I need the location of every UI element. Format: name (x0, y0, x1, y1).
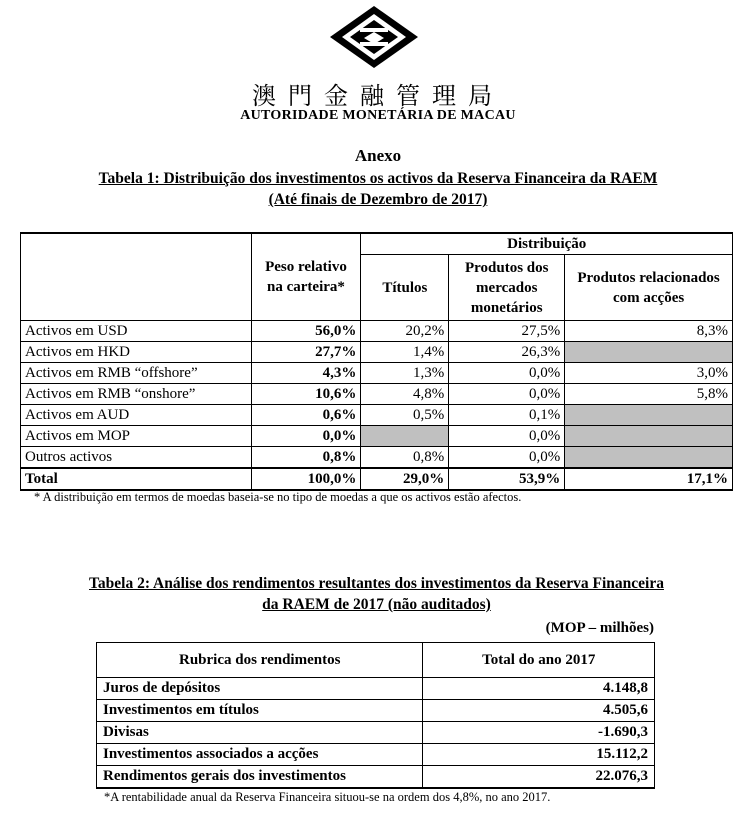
col-header-weight: Peso relativo na carteira* (251, 233, 361, 321)
equities-cell: 5,8% (565, 384, 733, 405)
table-row (21, 426, 733, 447)
table-row (97, 700, 655, 722)
row-label: Investimentos associados a acções (97, 744, 423, 766)
org-name-chinese: 澳門金融管理局 (252, 82, 504, 110)
table2-footnote: *A rentabilidade anual da Reserva Financeira situou-se na ordem dos 4,8%, no ano 2017. (104, 790, 551, 804)
table2-title-line2: da RAEM de 2017 (não auditados) (262, 596, 491, 613)
table-row (97, 722, 655, 744)
table-row (21, 405, 733, 426)
value-cell: -1.690,3 (423, 722, 655, 744)
row-label: Activos em RMB “onshore” (21, 384, 252, 405)
weight-cell: 0,6% (251, 405, 361, 426)
weight-cell: 56,0% (251, 321, 361, 342)
row-label: Activos em MOP (21, 426, 252, 447)
row-label: Activos em HKD (21, 342, 252, 363)
titles-cell: 4,8% (361, 384, 449, 405)
total-equities-cell: 17,1% (565, 468, 733, 490)
total-titles-cell: 29,0% (361, 468, 449, 490)
table-row (21, 363, 733, 384)
value-cell: 22.076,3 (423, 766, 655, 789)
col-header-item: Rubrica dos rendimentos (97, 643, 423, 678)
titles-cell: 0,8% (361, 447, 449, 469)
equities-cell-empty (565, 426, 733, 447)
table1-corner-cell (21, 233, 252, 321)
total-weight-cell: 100,0% (251, 468, 361, 490)
weight-cell: 4,3% (251, 363, 361, 384)
total-label: Total (21, 468, 252, 490)
investment-income-table (96, 642, 655, 789)
investment-distribution-table (20, 232, 733, 491)
money-market-cell: 26,3% (449, 342, 565, 363)
weight-cell: 27,7% (251, 342, 361, 363)
table-row (21, 342, 733, 363)
equities-cell: 8,3% (565, 321, 733, 342)
table1-title-line2: (Até finais de Dezembro de 2017) (268, 191, 488, 208)
equities-cell-empty (565, 447, 733, 469)
table-row (97, 766, 655, 789)
col-header-total: Total do ano 2017 (423, 643, 655, 678)
row-label: Activos em USD (21, 321, 252, 342)
weight-cell: 10,6% (251, 384, 361, 405)
row-label: Outros activos (21, 447, 252, 469)
table1-title (0, 168, 756, 210)
table2-unit: (MOP – milhões) (545, 620, 654, 636)
equities-cell: 3,0% (565, 363, 733, 384)
money-market-cell: 27,5% (449, 321, 565, 342)
equities-cell-empty (565, 405, 733, 426)
annex-title: Anexo (354, 146, 402, 165)
value-cell: 4.505,6 (423, 700, 655, 722)
col-header-distribution: Distribuição (361, 233, 733, 255)
table2-title-line1: Tabela 2: Análise dos rendimentos resultantes dos investimentos da Reserva Financeira (89, 575, 664, 592)
table1-footnote: * A distribuição em termos de moedas baseia-se no tipo de moedas a que os activos estão afectos. (34, 490, 522, 504)
value-cell: 4.148,8 (423, 678, 655, 700)
row-label: Activos em AUD (21, 405, 252, 426)
total-row (21, 468, 733, 490)
weight-cell: 0,8% (251, 447, 361, 469)
table-row (21, 447, 733, 469)
col-header-equities: Produtos relacionados com acções (565, 255, 733, 321)
titles-cell: 1,3% (361, 363, 449, 384)
org-name-portuguese: AUTORIDADE MONETÁRIA DE MACAU (240, 108, 516, 123)
col-header-titles: Títulos (361, 255, 449, 321)
money-market-cell: 0,0% (449, 363, 565, 384)
row-label: Juros de depósitos (97, 678, 423, 700)
table-row (21, 321, 733, 342)
table-row (97, 678, 655, 700)
col-header-money-market: Produtos dos mercados monetários (449, 255, 565, 321)
row-label: Activos em RMB “offshore” (21, 363, 252, 384)
amcm-diamond-logo-icon (326, 4, 422, 70)
table-row (97, 744, 655, 766)
row-label: Investimentos em títulos (97, 700, 423, 722)
value-cell: 15.112,2 (423, 744, 655, 766)
titles-cell: 0,5% (361, 405, 449, 426)
titles-cell-empty (361, 426, 449, 447)
equities-cell-empty (565, 342, 733, 363)
money-market-cell: 0,1% (449, 405, 565, 426)
titles-cell: 1,4% (361, 342, 449, 363)
row-label: Rendimentos gerais dos investimentos (97, 766, 423, 789)
titles-cell: 20,2% (361, 321, 449, 342)
money-market-cell: 0,0% (449, 426, 565, 447)
table-row (21, 384, 733, 405)
table2-title (20, 573, 733, 615)
money-market-cell: 0,0% (449, 384, 565, 405)
money-market-cell: 0,0% (449, 447, 565, 469)
total-money-market-cell: 53,9% (449, 468, 565, 490)
weight-cell: 0,0% (251, 426, 361, 447)
row-label: Divisas (97, 722, 423, 744)
table1-title-line1: Tabela 1: Distribuição dos investimentos os activos da Reserva Financeira da RAEM (98, 170, 658, 187)
